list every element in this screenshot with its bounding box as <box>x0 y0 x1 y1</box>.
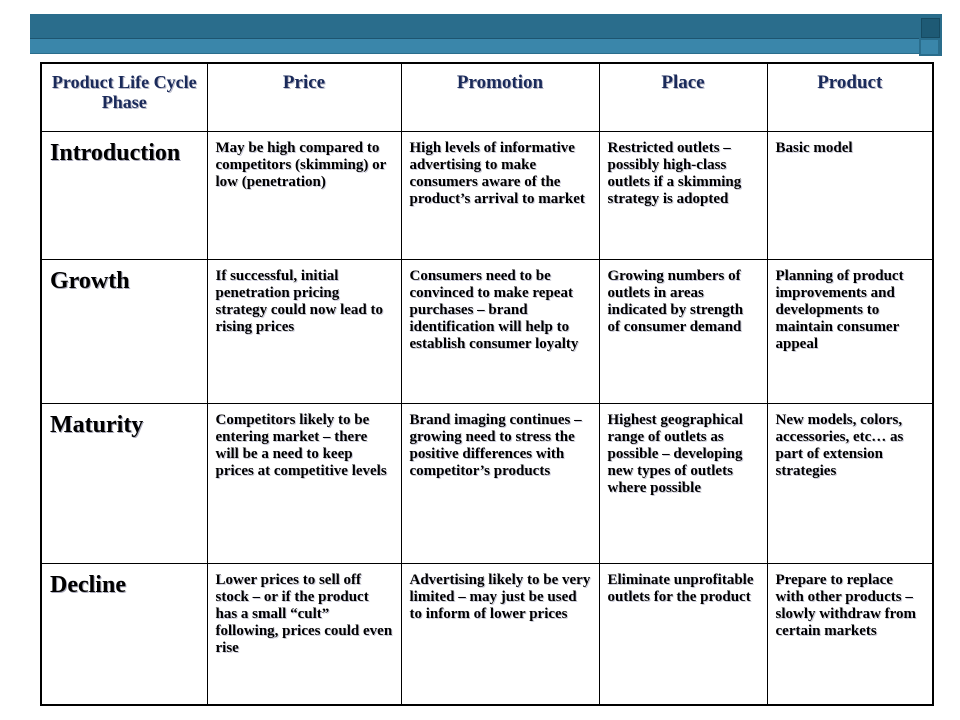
header-row <box>41 63 933 131</box>
cell-place: Eliminate unprofitable outlets for the product <box>599 563 767 705</box>
slide-header-stripe <box>30 38 942 53</box>
cell-product: Basic model <box>767 131 933 259</box>
cell-promotion: High levels of informative advertising to make consumers aware of the product’s arrival to market <box>401 131 599 259</box>
header-promotion: Promotion <box>401 63 599 131</box>
cell-promotion: Brand imaging continues – growing need to stress the positive differences with competitor’s products <box>401 403 599 563</box>
table-row <box>41 131 933 259</box>
cell-product: New models, colors, accessories, etc… as part of extension strategies <box>767 403 933 563</box>
slide-header-bar <box>30 14 942 54</box>
slide-corner-decoration <box>919 14 942 56</box>
header-phase: Product Life Cycle Phase <box>41 63 207 131</box>
cell-price: Lower prices to sell off stock – or if the product has a small “cult” following, prices could even rise <box>207 563 401 705</box>
cell-place: Growing numbers of outlets in areas indicated by strength of consumer demand <box>599 259 767 403</box>
cell-price: If successful, initial penetration pricing strategy could now lead to rising prices <box>207 259 401 403</box>
header-product: Product <box>767 63 933 131</box>
cell-price: May be high compared to competitors (skimming) or low (penetration) <box>207 131 401 259</box>
cell-product: Prepare to replace with other products – slowly withdraw from certain markets <box>767 563 933 705</box>
cell-product: Planning of product improvements and developments to maintain consumer appeal <box>767 259 933 403</box>
corner-square <box>921 18 940 38</box>
cell-price: Competitors likely to be entering market – there will be a need to keep prices at competitive levels <box>207 403 401 563</box>
cell-place: Restricted outlets – possibly high-class outlets if a skimming strategy is adopted <box>599 131 767 259</box>
product-life-cycle-table <box>40 62 934 706</box>
cell-promotion: Consumers need to be convinced to make repeat purchases – brand identification will help to establish consumer loyalty <box>401 259 599 403</box>
phase-growth: Growth <box>41 259 207 403</box>
table-row <box>41 259 933 403</box>
phase-maturity: Maturity <box>41 403 207 563</box>
phase-decline: Decline <box>41 563 207 705</box>
header-price: Price <box>207 63 401 131</box>
corner-square-lower <box>921 40 938 54</box>
phase-introduction: Introduction <box>41 131 207 259</box>
table-row <box>41 403 933 563</box>
header-place: Place <box>599 63 767 131</box>
cell-place: Highest geographical range of outlets as possible – developing new types of outlets where possible <box>599 403 767 563</box>
table-row <box>41 563 933 705</box>
cell-promotion: Advertising likely to be very limited – may just be used to inform of lower prices <box>401 563 599 705</box>
